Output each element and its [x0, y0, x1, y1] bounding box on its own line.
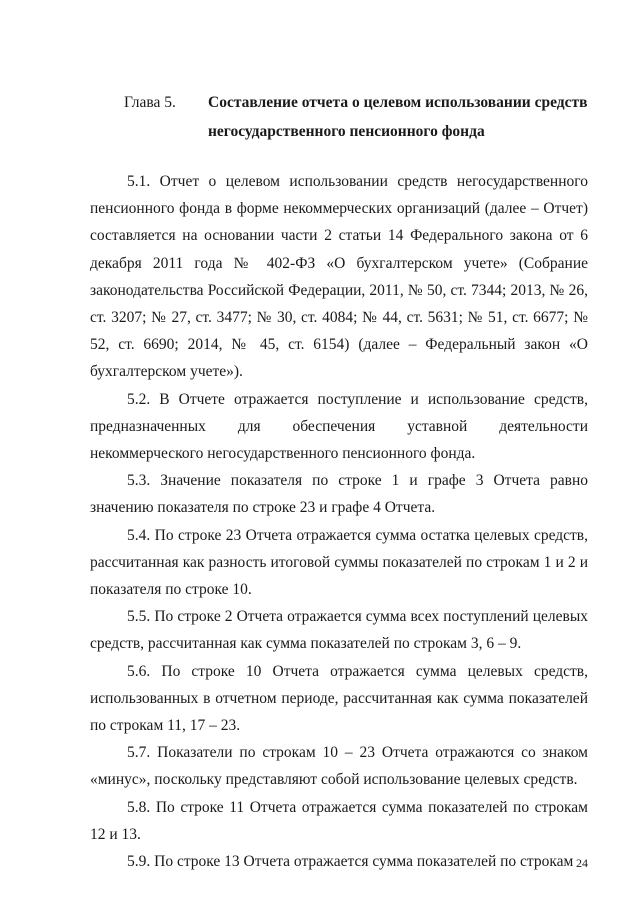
chapter-title: Составление отчета о целевом использовании средств негосударственного пенсионного фонда — [208, 94, 588, 140]
paragraph-5-2: 5.2. В Отчете отражается поступление и использование средств, предназначенных для обеспечения уставной деятельности некоммерческого негосударственного пенсионного фонда. — [90, 390, 588, 463]
chapter-label: Глава 5. — [124, 94, 176, 111]
document-body — [90, 168, 588, 875]
paragraph-5-1: 5.1. Отчет о целевом использовании средств негосударственного пенсионного фонда в форме некоммерческих организаций (далее – Отчет) составляется на основании части 2 статьи 14 Федерального закона от 6 декабря 2011 года № 402-ФЗ «О бухгалтерском учете» (Собрание законодательства Российской Федерации, 2011, № 50, ст. 7344; 2013, № 26, ст. 3207; № 27, ст. 3477; № 30, ст. 4084; № 44, ст. 5631; № 51, ст. 6677; № 52, ст. 6690; 2014, № 45, ст. 6154) (далее – Федеральный закон «О бухгалтерском учете»). — [90, 173, 588, 381]
paragraph-5-4: 5.4. По строке 23 Отчета отражается сумма остатка целевых средств, рассчитанная как разность итоговой суммы показателей по строкам 1 и 2 и показателя по строке 10. — [90, 526, 588, 599]
page-number: 24 — [576, 856, 588, 870]
paragraph-5-7: 5.7. Показатели по строкам 10 – 23 Отчета отражаются со знаком «минус», поскольку представляют собой использование целевых средств. — [90, 744, 588, 789]
paragraph-5-8: 5.8. По строке 11 Отчета отражается сумма показателей по строкам 12 и 13. — [90, 798, 588, 843]
paragraph-5-3: 5.3. Значение показателя по строке 1 и графе 3 Отчета равно значению показателя по строке 23 и графе 4 Отчета. — [90, 472, 588, 517]
paragraph-5-9: 5.9. По строке 13 Отчета отражается сумма показателей по строкам — [127, 853, 574, 871]
paragraph-5-6: 5.6. По строке 10 Отчета отражается сумма целевых средств, использованных в отчетном периоде, рассчитанная как сумма показателей по строкам 11, 17 – 23. — [90, 662, 588, 735]
paragraph-5-5: 5.5. По строке 2 Отчета отражается сумма всех поступлений целевых средств, рассчитанная как сумма показателей по строкам 3, 6 – 9. — [90, 608, 588, 653]
